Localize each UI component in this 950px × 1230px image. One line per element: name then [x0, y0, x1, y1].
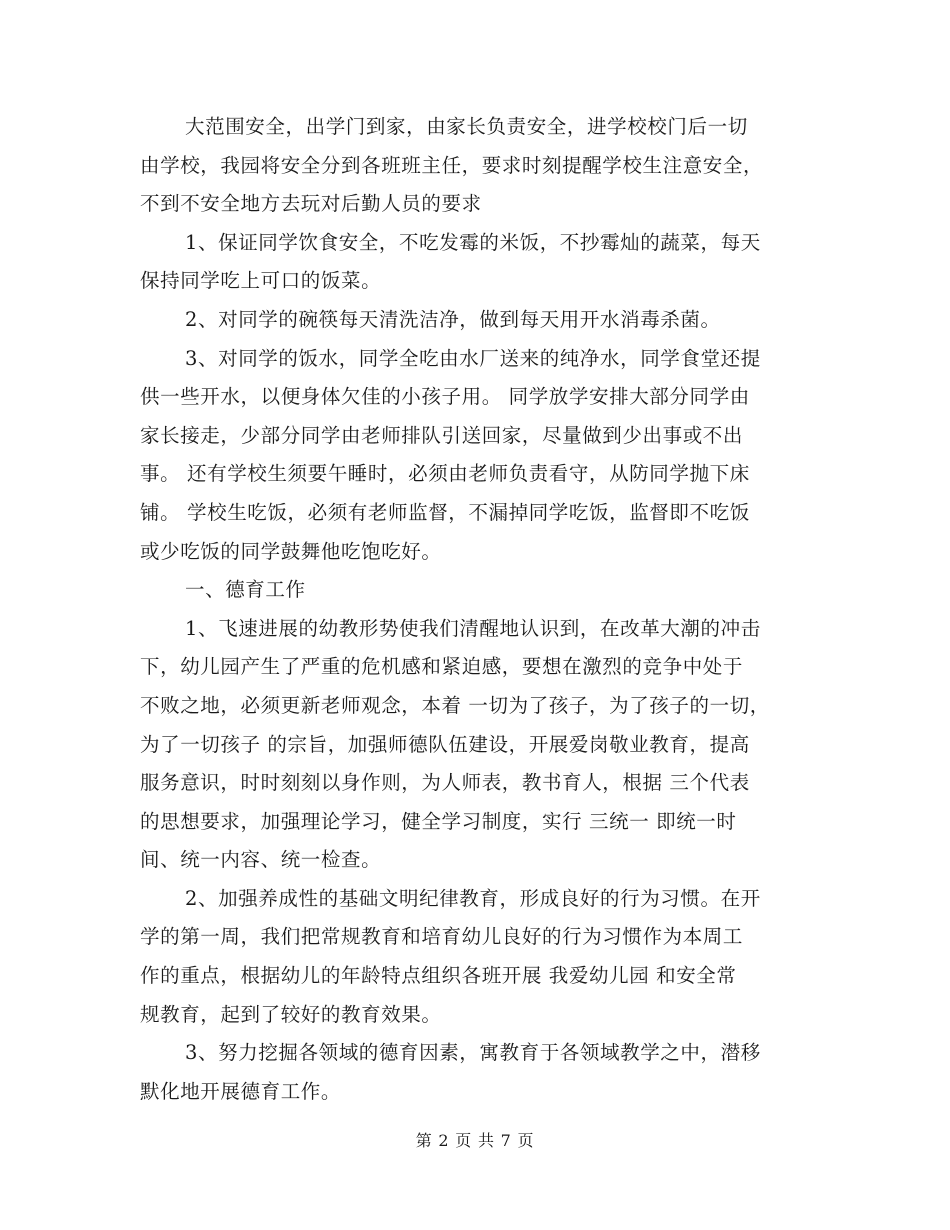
text-line: 1、飞速进展的幼教形势使我们清醒地认识到，在改革大潮的冲击 — [185, 616, 761, 640]
text-line: 服务意识，时时刻刻以身作则，为人师表，教书育人，根据 三个代表 — [140, 771, 750, 795]
paragraph-item-2-dishes — [140, 301, 812, 340]
text-line: 事。 还有学校生须要午睡时，必须由老师负责看守，从防同学抛下床 — [140, 462, 750, 486]
text-line: 大范围安全，出学门到家，由家长负责安全，进学校校门后一切 — [185, 115, 748, 138]
paragraph-moral-item-3 — [140, 1034, 812, 1111]
paragraph-moral-item-1 — [140, 610, 812, 880]
paragraph-safety-scope — [140, 108, 812, 224]
text-line: 家长接走，少部分同学由老师排队引送回家，尽量做到少出事或不出 — [140, 423, 744, 447]
text-line: 的思想要求，加强理论学习，健全学习制度，实行 三统一 即统一时 — [140, 809, 737, 833]
text-line: 间、统一内容、统一检查。 — [140, 848, 382, 872]
text-line: 学的第一周，我们把常规教育和培育幼儿良好的行为习惯作为本周工 — [140, 925, 744, 949]
text-line: 铺。 学校生吃饭，必须有老师监督，不漏掉同学吃饭，监督即不吃饭 — [140, 500, 750, 524]
text-line: 或少吃饭的同学鼓舞他吃饱吃好。 — [140, 539, 442, 563]
text-line: 不到不安全地方去玩对后勤人员的要求 — [140, 192, 482, 216]
text-line: 2、对同学的碗筷每天清洗洁净，做到每天用开水消毒杀菌。 — [185, 307, 721, 331]
text-line: 下，幼儿园产生了严重的危机感和紧迫感，要想在激烈的竞争中处于 — [140, 655, 744, 679]
text-line: 供一些开水，以便身体欠佳的小孩子用。 同学放学安排大部分同学由 — [140, 385, 750, 409]
document-body — [140, 108, 812, 1111]
section-heading-moral-education — [140, 571, 812, 610]
paragraph-moral-item-2 — [140, 880, 812, 1034]
text-line: 不败之地，必须更新老师观念，本着 一切为了孩子，为了孩子的一切， — [140, 693, 770, 717]
text-line: 3、努力挖掘各领域的德育因素，寓教育于各领域教学之中，潜移 — [185, 1041, 761, 1065]
text-line: 作的重点，根据幼儿的年龄特点组织各班开展 我爱幼儿园 和安全常 — [140, 964, 737, 988]
page-number-footer: 第 2 页 共 7 页 — [415, 1131, 535, 1150]
text-line: 为了一切孩子 的宗旨，加强师德队伍建设，开展爱岗敬业教育，提高 — [140, 732, 750, 756]
text-line: 由学校，我园将安全分到各班班主任，要求时刻提醒学校生注意安全， — [140, 153, 764, 177]
paragraph-item-3-water — [140, 340, 812, 572]
text-line: 2、加强养成性的基础文明纪律教育，形成良好的行为习惯。在开 — [185, 886, 761, 910]
text-line: 规教育，起到了较好的教育效果。 — [140, 1002, 442, 1026]
text-line: 3、对同学的饭水，同学全吃由水厂送来的纯净水，同学食堂还提 — [185, 346, 761, 370]
section-heading: 一、德育工作 — [185, 578, 306, 602]
text-line: 1、保证同学饮食安全，不吃发霉的米饭，不抄霉灿的蔬菜，每天 — [185, 230, 761, 254]
text-line: 保持同学吃上可口的饭菜。 — [140, 269, 382, 293]
paragraph-item-1-food — [140, 224, 812, 301]
text-line: 默化地开展德育工作。 — [140, 1079, 342, 1103]
